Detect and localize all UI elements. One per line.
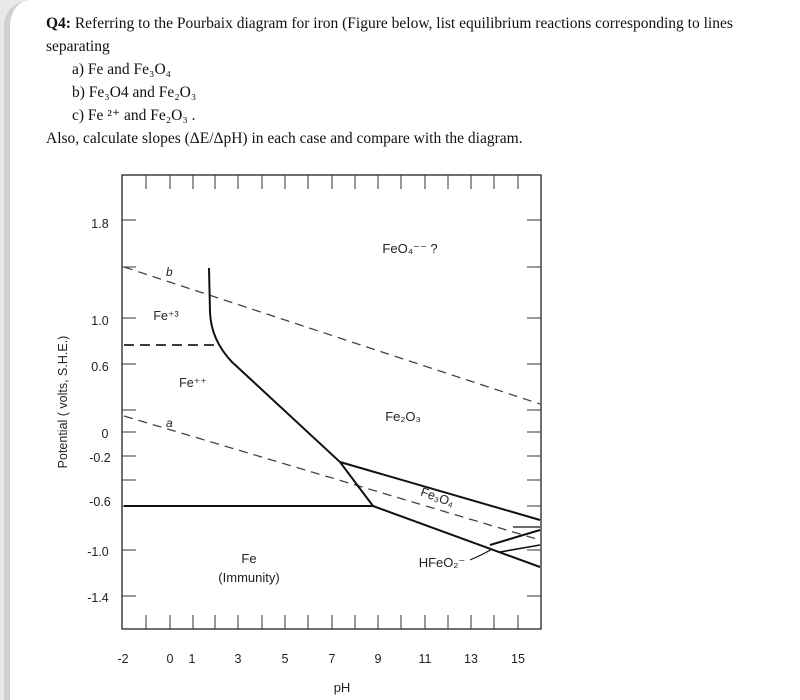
region-label-hfeo2: HFeO₂⁻ <box>418 555 466 570</box>
y-tick-label: 1.0 <box>91 314 109 328</box>
x-tick-label: 11 <box>418 652 432 666</box>
question-text: Referring to the Pourbaix diagram for iron (Figure below, list equilibrium reactions corresponding to lines separating <box>46 15 733 55</box>
line-a-hydrogen <box>124 416 540 540</box>
option-text: Fe₃O4 and Fe₂O₃ <box>88 84 197 101</box>
fe2-boundary <box>209 268 373 506</box>
option-letter: b) <box>72 84 85 101</box>
x-axis-title: pH <box>333 680 351 695</box>
option-letter: a) <box>72 61 85 78</box>
y-tick-label: -0.2 <box>89 451 111 465</box>
region-label-fe2o3: Fe₂O₃ <box>385 409 421 424</box>
x-tick-label: 7 <box>328 652 336 666</box>
region-label-immunity: (Immunity) <box>218 570 280 585</box>
region-label-fe3: Fe⁺³ <box>153 309 179 323</box>
region-label-fe: Fe <box>241 551 257 566</box>
x-tick-label: 0 <box>166 652 174 666</box>
y-axis-title: Potential ( volts, S.H.E.) <box>56 335 70 469</box>
y-tick-label: -1.0 <box>87 545 109 559</box>
x-tick-label: 5 <box>281 652 289 666</box>
y-tick-label: 0 <box>101 427 109 441</box>
question-followup: Also, calculate slopes (ΔE/ΔpH) in each case and compare with the diagram. <box>46 130 523 147</box>
y-tick-label: 1.8 <box>91 217 109 231</box>
x-tick-label: 9 <box>374 652 382 666</box>
x-tick-label: 13 <box>464 652 478 666</box>
plot-frame <box>122 175 541 629</box>
y-tick-label: -1.4 <box>87 591 109 605</box>
x-tick-label: 3 <box>234 652 242 666</box>
line-label-b: b <box>166 265 173 279</box>
option-letter: c) <box>72 107 85 124</box>
line-label-a: a <box>166 416 173 430</box>
region-label-feo4: FeO₄⁻⁻ ? <box>382 241 438 256</box>
x-tick-label: -2 <box>117 652 129 666</box>
hfeo2-leader <box>470 549 492 560</box>
x-tick-label: 15 <box>511 652 525 666</box>
question-number: Q4: <box>46 15 71 32</box>
region-label-fe2: Fe⁺⁺ <box>179 376 207 390</box>
y-tick-label: 0.6 <box>91 360 109 374</box>
region-label-fe3o4: Fe₃O₄ <box>418 484 456 510</box>
x-tick-label: 1 <box>188 652 196 666</box>
option-text: Fe ²⁺ and Fe₂O₃ . <box>87 107 196 124</box>
y-tick-label: -0.6 <box>89 495 111 509</box>
option-text: Fe and Fe₃O₄ <box>87 61 172 78</box>
hfeo2-boundary-lower <box>500 545 540 552</box>
